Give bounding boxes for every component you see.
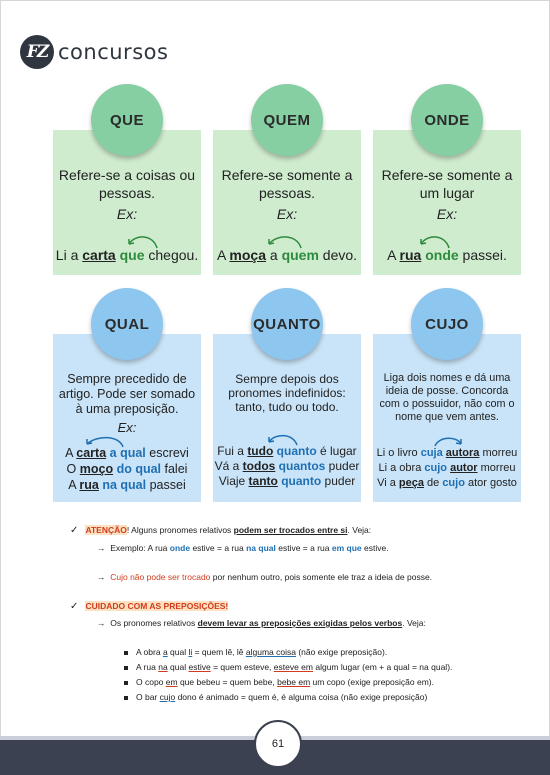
text: falei: [161, 462, 188, 476]
text: Fui a: [217, 444, 248, 458]
example-sentence: [213, 474, 361, 488]
text: ator gosto: [464, 477, 517, 489]
pronoun: cujo: [442, 477, 465, 489]
check-icon: ✓: [70, 601, 79, 612]
example-sentence: [53, 478, 201, 492]
pronoun: na qual: [102, 478, 147, 492]
card-title: QUE: [91, 84, 163, 156]
text: . Veja:: [347, 525, 372, 535]
text: chegou.: [144, 247, 199, 263]
text: a: [265, 247, 282, 263]
example-sentence: [373, 462, 521, 474]
antecedent: moço: [79, 462, 114, 476]
underlined-text: bebe em: [277, 677, 311, 687]
example-sentence: [213, 459, 361, 473]
antecedent: rua: [79, 478, 99, 492]
antecedent: carta: [76, 446, 107, 460]
pronoun: do qual: [116, 462, 162, 476]
arrow-right-icon: →: [97, 543, 106, 553]
bullet-icon: [124, 681, 128, 685]
text: estive = a rua: [275, 543, 332, 553]
example-sentence: [213, 247, 361, 263]
example-label: Ex:: [436, 206, 458, 222]
card-title: CUJO: [411, 288, 483, 360]
text: puder: [325, 459, 360, 473]
text: estive.: [361, 543, 389, 553]
text: que bebeu = quem bebe,: [177, 677, 278, 687]
logo-text: concursos: [58, 40, 169, 64]
underlined-text: estive: [188, 662, 211, 672]
text: um copo (exige preposição em).: [310, 677, 434, 687]
cuidado-label: CUIDADO COM AS PREPOSIÇÕES!: [85, 601, 229, 611]
antecedent: tanto: [248, 474, 278, 488]
prep-line: [97, 618, 426, 628]
arrow-right-icon: →: [97, 618, 106, 628]
possessed-noun: peça: [398, 477, 424, 489]
underlined-text: a: [162, 647, 168, 657]
cuidado-line: [70, 601, 228, 612]
text: qual: [167, 662, 189, 672]
underlined-text: podem ser trocados entre si: [233, 525, 348, 535]
example-sentence: [53, 446, 201, 460]
text: morreu: [479, 447, 518, 459]
possessed-noun: autora: [445, 447, 480, 459]
pronoun: quanto: [276, 444, 317, 458]
card-description: Liga dois nomes e dá uma ideia de posse. Concorda com o possuidor, não com o nome que vem antes.: [379, 372, 515, 423]
pronoun: cujo: [424, 462, 448, 474]
underlined-text: cujo: [159, 692, 176, 702]
bullet-icon: [124, 696, 128, 700]
text: Li a obra: [378, 462, 425, 474]
underlined-text: li: [188, 647, 193, 657]
possessed-noun: autor: [450, 462, 478, 474]
text: passei: [146, 478, 186, 492]
pronoun: a qual: [109, 446, 146, 460]
bullet-icon: [124, 666, 128, 670]
example-sentence: [373, 447, 521, 459]
antecedent: moça: [229, 247, 266, 263]
text: devo.: [318, 247, 358, 263]
logo-mark: FZ: [20, 35, 54, 69]
example-sentence: [53, 462, 201, 476]
text: A: [65, 446, 77, 460]
underlined-text: devem levar as preposições exigidas pelos verbos: [197, 618, 403, 628]
text: Li a: [55, 247, 83, 263]
example-label: Ex:: [117, 420, 137, 435]
text: morreu: [477, 462, 516, 474]
exemplo-line: [97, 543, 389, 553]
atencao-line: [70, 525, 371, 536]
check-icon: ✓: [70, 525, 79, 536]
text: Vá a: [214, 459, 243, 473]
list-item: [124, 692, 427, 702]
pronoun: em que: [331, 543, 362, 553]
card-title: QUANTO: [251, 288, 323, 360]
card-title: QUEM: [251, 84, 323, 156]
card-description: Refere-se somente a um lugar: [381, 167, 513, 201]
underlined-text: em: [165, 677, 178, 687]
text: A rua: [136, 662, 159, 672]
pronoun: quem: [281, 247, 319, 263]
list-item: [124, 647, 387, 657]
example-sentence: [373, 247, 521, 263]
arrow-icon: [431, 434, 467, 448]
list-item: [124, 662, 452, 672]
card-title: ONDE: [411, 84, 483, 156]
page-number: 61: [254, 720, 302, 768]
card-description: Sempre precedido de artigo. Pode ser somado à uma preposição.: [58, 372, 196, 416]
text: = quem lê, lê: [192, 647, 246, 657]
pronoun: quanto: [281, 474, 322, 488]
text: O: [66, 462, 80, 476]
logo: [20, 35, 168, 69]
pronoun: quantos: [278, 459, 326, 473]
antecedent: todos: [242, 459, 276, 473]
atencao-label: ATENÇÃO: [85, 525, 127, 535]
antecedent: tudo: [247, 444, 274, 458]
text: (não exige preposição).: [295, 647, 388, 657]
text: estive = a rua: [190, 543, 247, 553]
antecedent: carta: [82, 247, 116, 263]
card-title: QUAL: [91, 288, 163, 360]
text: dono é animado = quem é, é alguma coisa (não exige preposição): [175, 692, 428, 702]
bullet-icon: [124, 651, 128, 655]
text: A: [387, 247, 400, 263]
text: Exemplo: A rua: [110, 543, 170, 553]
text: ! Alguns pronomes relativos: [126, 525, 234, 535]
underlined-text: na: [158, 662, 168, 672]
example-label: Ex:: [276, 206, 298, 222]
card-description: Refere-se a coisas ou pessoas.: [58, 167, 196, 201]
red-text: Cujo não pode ser trocado: [110, 572, 211, 582]
text: puder: [321, 474, 356, 488]
example-sentence: [213, 444, 361, 458]
text: Li o livro: [376, 447, 421, 459]
arrow-right-icon: →: [97, 572, 106, 582]
text: A obra: [136, 647, 163, 657]
text: Viaje: [218, 474, 249, 488]
text: algum lugar (em + a qual = na qual).: [313, 662, 453, 672]
example-sentence: [53, 247, 201, 263]
text: é lugar: [316, 444, 357, 458]
text: por nenhum outro, pois somente ele traz a ideia de posse.: [210, 572, 433, 582]
cujo-line: [97, 572, 432, 582]
pronoun: onde: [425, 247, 459, 263]
pronoun: onde: [169, 543, 191, 553]
text: . Veja:: [402, 618, 426, 628]
card-description: Refere-se somente a pessoas.: [221, 167, 353, 201]
pronoun: cuja: [420, 447, 443, 459]
text: = quem esteve,: [210, 662, 274, 672]
text: de: [423, 477, 443, 489]
text: passei.: [458, 247, 507, 263]
text: O bar: [136, 692, 160, 702]
list-item: [124, 677, 434, 687]
text: qual: [167, 647, 189, 657]
text: O copo: [136, 677, 166, 687]
card-description: Sempre depois dos pronomes indefinidos: tanto, tudo ou todo.: [228, 372, 346, 414]
text: A: [68, 478, 80, 492]
example-label: Ex:: [116, 206, 138, 222]
text: Vi a: [377, 477, 399, 489]
underlined-text: esteve em: [273, 662, 313, 672]
pronoun: que: [119, 247, 145, 263]
pronoun: na qual: [246, 543, 276, 553]
text: Os pronomes relativos: [110, 618, 198, 628]
text: A: [216, 247, 230, 263]
example-sentence: [373, 477, 521, 489]
antecedent: rua: [399, 247, 422, 263]
underlined-text: alguma coisa: [245, 647, 296, 657]
text: escrevi: [145, 446, 189, 460]
